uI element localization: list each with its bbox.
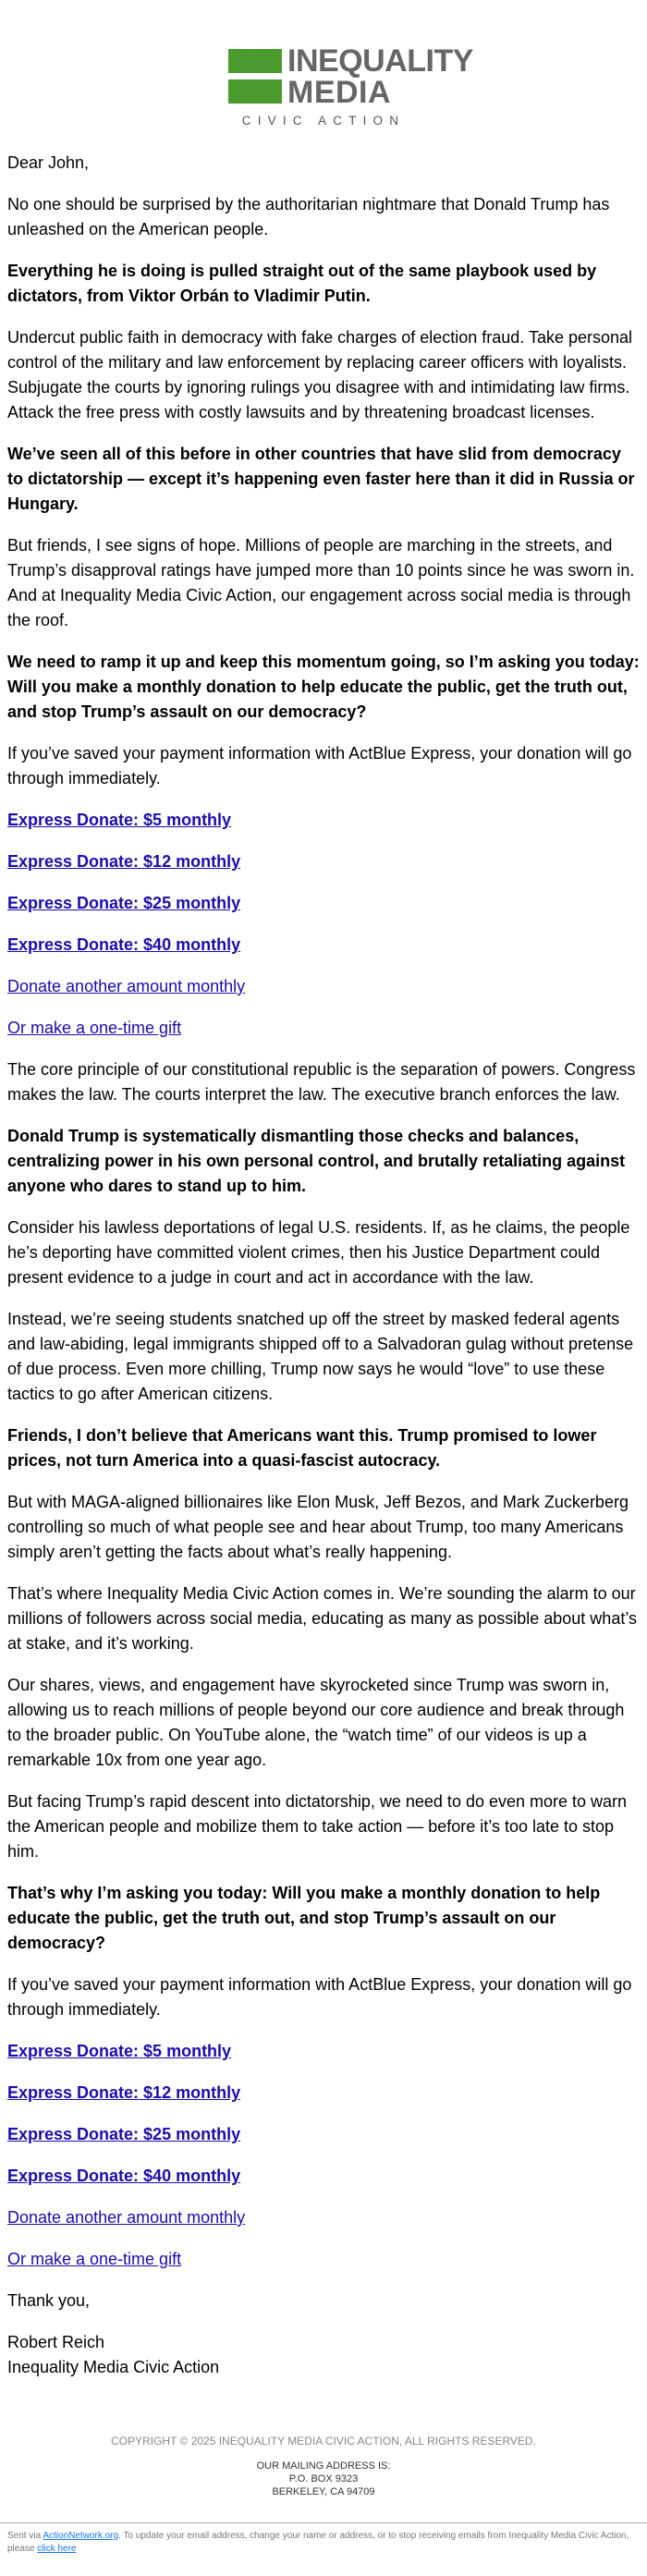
donate-other-amount-link[interactable]: Donate another amount monthly [7, 2208, 246, 2227]
logo-tagline: CIVIC ACTION [241, 114, 406, 128]
sent-middle: . To update your email address, change your name or address, or to stop receiving emails from Inequality Media Civic Action, please [7, 2531, 629, 2554]
paragraph-bold: That’s why I’m asking you today: Will you make a monthly donation to help educate the public, get the truth out, and stop Trump’s assault on our democracy? [7, 1884, 601, 1952]
email-body [7, 151, 640, 2380]
logo-word-inequality: INEQUALITY [287, 43, 473, 79]
logo-bar-top [228, 49, 282, 73]
paragraph: Instead, we’re seeing students snatched up off the street by masked federal agents and law-abiding, legal immigrants shipped off to a Salvadoran gulag without pretense of due process. Even more chilling, Trump now says he would “love” to use these tactics to go after American citizens. [7, 1310, 634, 1403]
logo [228, 43, 473, 131]
logo-bar-bottom [228, 79, 282, 104]
greeting: Dear John, [7, 153, 90, 172]
paragraph: But with MAGA-aligned billionaires like Elon Musk, Jeff Bezos, and Mark Zuckerberg controlling so much of what people see and hear about Trump, too many Americans simply aren’t getting the facts about what’s really happening. [7, 1493, 629, 1561]
paragraph-bold: Everything he is doing is pulled straight out of the same playbook used by dictators, from Viktor Orbán to Vladimir Putin. [7, 262, 597, 305]
footer [0, 2435, 647, 2498]
paragraph: But facing Trump’s rapid descent into dictatorship, we need to do even more to warn the American people and mobilize them to take action — before it’s too late to stop him. [7, 1792, 628, 1861]
express-donate-12-link[interactable]: Express Donate: $12 monthly [7, 852, 241, 871]
unsubscribe-link[interactable]: click here [37, 2544, 77, 2554]
footer-divider [0, 2522, 647, 2523]
express-donate-40-link[interactable]: Express Donate: $40 monthly [7, 2167, 241, 2185]
one-time-gift-link[interactable]: Or make a one-time gift [7, 2250, 182, 2268]
paragraph: If you’ve saved your payment information with ActBlue Express, your donation will go through immediately. [7, 744, 632, 787]
actionnetwork-link[interactable]: ActionNetwork.org [43, 2531, 119, 2541]
mailing-address [0, 2460, 647, 2498]
one-time-gift-link[interactable]: Or make a one-time gift [7, 1019, 182, 1037]
express-donate-25-link[interactable]: Express Donate: $25 monthly [7, 2125, 241, 2143]
paragraph: Undercut public faith in democracy with fake charges of election fraud. Take personal control of the military and law enforcement by replacing career officers with loyalists. Subjugate the courts by ignoring rulings you disagree with and intimidating law firms. Attack the free press with costly lawsuits and by threatening broadcast licenses. [7, 328, 633, 421]
signer-name: Robert Reich [7, 2333, 105, 2351]
paragraph: If you’ve saved your payment information with ActBlue Express, your donation will go through immediately. [7, 1975, 632, 2019]
express-donate-5-link[interactable]: Express Donate: $5 monthly [7, 811, 232, 829]
paragraph: The core principle of our constitutional republic is the separation of powers. Congress makes the law. The courts interpret the law. The executive branch enforces the law. [7, 1060, 636, 1104]
mailing-address-label: OUR MAILING ADDRESS IS: [256, 2460, 391, 2472]
sent-prefix: Sent via [7, 2531, 43, 2541]
mailing-address-line: BERKELEY, CA 94709 [272, 2486, 375, 2497]
paragraph: But friends, I see signs of hope. Millions of people are marching in the streets, and Trump’s disapproval ratings have jumped more than 10 points since he was sworn in. And at Inequality Media Civic Action, our engagement across social media is through the roof. [7, 536, 635, 629]
express-donate-25-link[interactable]: Express Donate: $25 monthly [7, 894, 241, 912]
copyright: COPYRIGHT © 2025 INEQUALITY MEDIA CIVIC ACTION, ALL RIGHTS RESERVED. [111, 2435, 536, 2448]
express-donate-12-link[interactable]: Express Donate: $12 monthly [7, 2083, 241, 2102]
express-donate-5-link[interactable]: Express Donate: $5 monthly [7, 2042, 232, 2060]
paragraph-bold: Friends, I don’t believe that Americans want this. Trump promised to lower prices, not turn America into a quasi-fascist autocracy. [7, 1426, 597, 1470]
paragraph: No one should be surprised by the authoritarian nightmare that Donald Trump has unleashed on the American people. [7, 195, 610, 238]
paragraph-bold: We need to ramp it up and keep this momentum going, so I’m asking you today: Will you make a monthly donation to help educate the public, get the truth out, and stop Trump’s assault on our democracy? [7, 653, 640, 721]
paragraph-bold: Donald Trump is systematically dismantling those checks and balances, centralizing power in his own personal control, and brutally retaliating against anyone who dares to stand up to him. [7, 1127, 626, 1195]
logo-word-media: MEDIA [287, 75, 392, 110]
express-donate-40-link[interactable]: Express Donate: $40 monthly [7, 935, 241, 954]
paragraph: Our shares, views, and engagement have skyrocketed since Trump was sworn in, allowing us to reach millions of people beyond our core audience and break through to the broader public. On YouTube alone, the “watch time” of our videos is up a remarkable 10x from one year ago. [7, 1676, 625, 1769]
closing: Thank you, [7, 2291, 91, 2310]
signer-org: Inequality Media Civic Action [7, 2358, 220, 2376]
paragraph-bold: We’ve seen all of this before in other countries that have slid from democracy to dictatorship — except it’s happening even faster here than it did in Russia or Hungary. [7, 445, 635, 513]
mailing-address-line: P.O. BOX 9323 [288, 2473, 359, 2484]
paragraph: That’s where Inequality Media Civic Action comes in. We’re sounding the alarm to our millions of followers across social media, educating as many as possible about what’s at stake, and it’s working. [7, 1584, 638, 1653]
donate-other-amount-link[interactable]: Donate another amount monthly [7, 977, 246, 995]
paragraph: Consider his lawless deportations of legal U.S. residents. If, as he claims, the people he’s deporting have committed violent crimes, then his Justice Department could present evidence to a judge in court and act in accordance with the law. [7, 1218, 630, 1287]
sent-via-notice [7, 2530, 636, 2556]
